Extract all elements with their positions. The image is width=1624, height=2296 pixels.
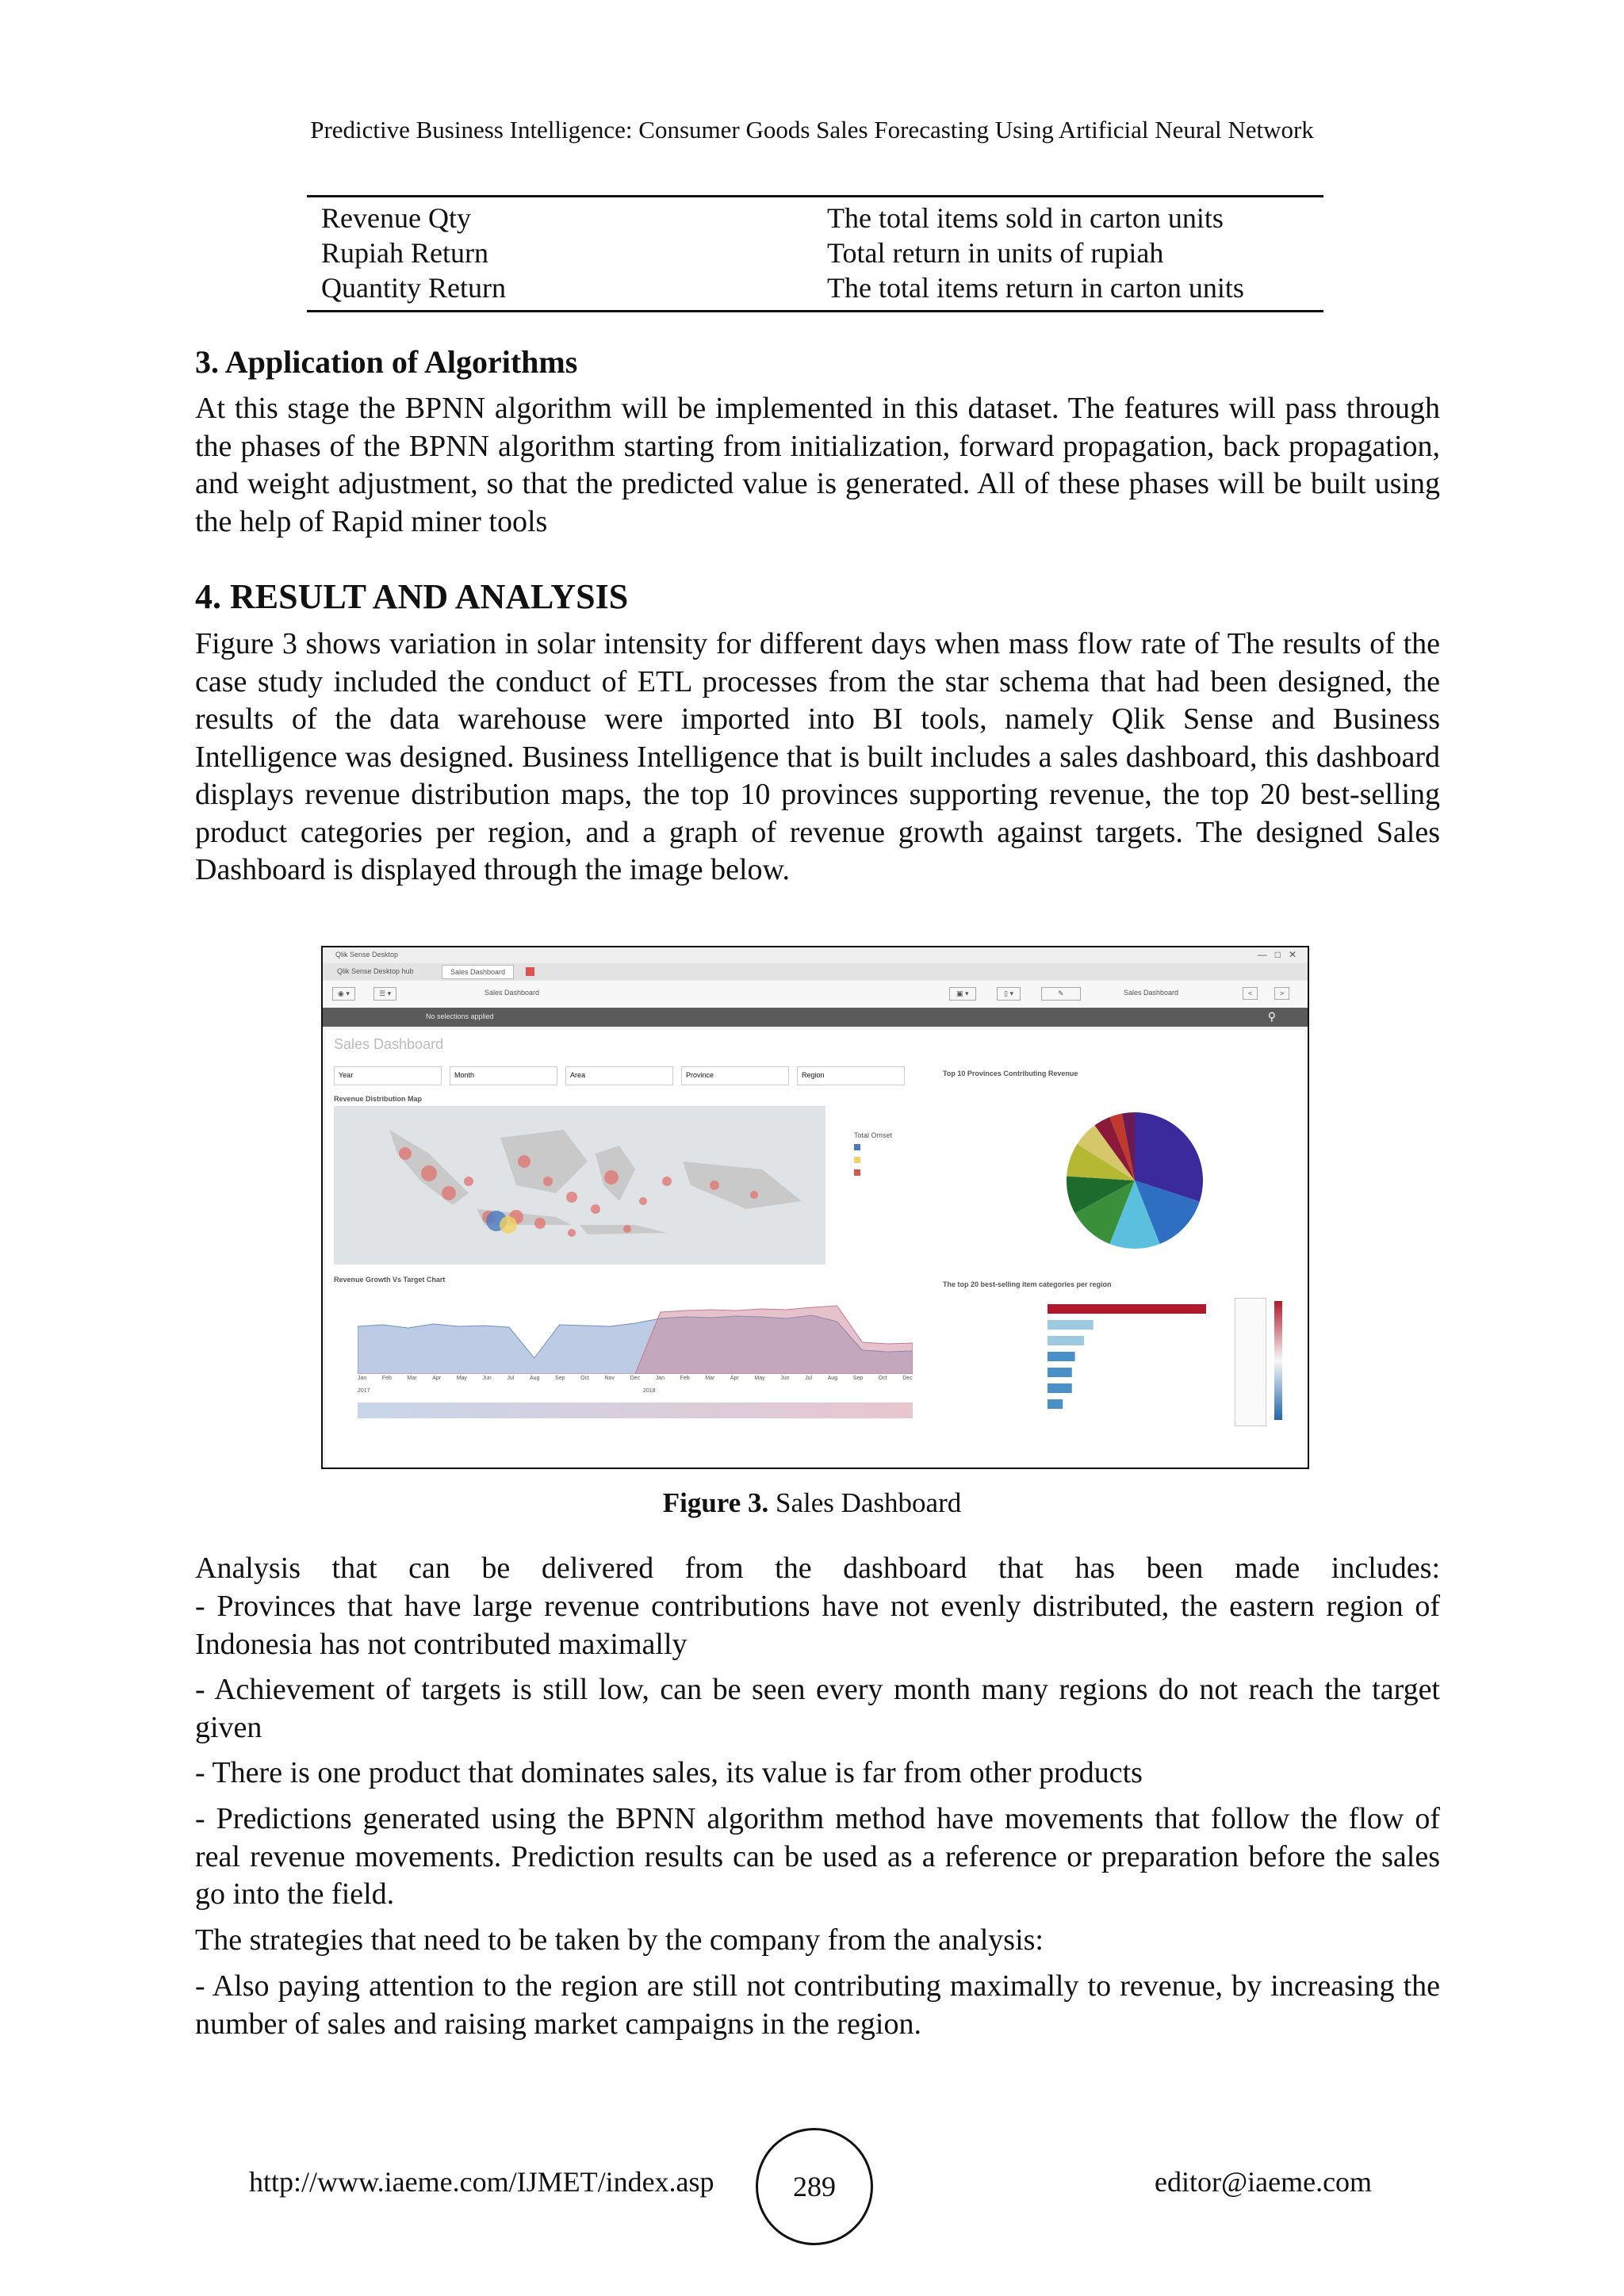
month-tick: Dec bbox=[630, 1376, 641, 1381]
legend-swatch-blue bbox=[854, 1144, 860, 1150]
legend-swatch-yellow bbox=[854, 1157, 860, 1163]
previous-sheet-icon[interactable]: < bbox=[1243, 987, 1258, 1000]
edit-button[interactable]: ✎ bbox=[1041, 987, 1081, 1001]
legend-title: Total Omset bbox=[854, 1131, 893, 1139]
month-tick: Aug bbox=[529, 1376, 540, 1381]
month-tick: Apr bbox=[730, 1376, 739, 1381]
bar-chart-title: The top 20 best-selling item categories per region bbox=[943, 1280, 1112, 1288]
caption-text: Sales Dashboard bbox=[768, 1487, 962, 1518]
legend-swatch-red bbox=[854, 1169, 860, 1176]
table-row bbox=[307, 270, 1323, 312]
revenue-growth-chart[interactable] bbox=[358, 1287, 913, 1374]
revenue-distribution-map[interactable] bbox=[334, 1106, 825, 1265]
table-row bbox=[307, 197, 1323, 236]
analysis-bullet: - There is one product that dominates sales, its value is far from other products bbox=[195, 1756, 1143, 1789]
month-tick: May bbox=[754, 1376, 765, 1381]
month-tick: Sep bbox=[852, 1376, 864, 1381]
table-cell: The total items return in carton units bbox=[827, 272, 1244, 304]
month-tick: Oct bbox=[878, 1376, 887, 1381]
strategy-item: - Also paying attention to the region are still not contributing maximally to revenue, by increasing the number of sales and raising market campaigns in the region. bbox=[195, 1969, 1440, 2041]
pie-title: Top 10 Provinces Contributing Revenue bbox=[943, 1070, 1078, 1077]
month-tick: May bbox=[456, 1376, 467, 1381]
section-3-heading: 3. Application of Algorithms bbox=[195, 344, 578, 380]
bar-scrollbar[interactable] bbox=[1235, 1298, 1266, 1426]
sheet-icon[interactable]: ▣ ▾ bbox=[949, 987, 976, 1001]
analysis-intro: Analysis that can be delivered from the dashboard that has been made includes: bbox=[195, 1552, 1440, 1585]
analysis-bullet: - Provinces that have large revenue contributions have not evenly distributed, the eastern region of Indonesia has not contributed maximally bbox=[195, 1590, 1440, 1661]
month-tick: Jan bbox=[358, 1376, 367, 1381]
footer-url[interactable]: http://www.iaeme.com/IJMET/index.asp bbox=[249, 2166, 714, 2198]
lower-chart-strip bbox=[358, 1402, 913, 1418]
month-tick: Aug bbox=[827, 1376, 838, 1381]
tab-sales-dashboard[interactable]: Sales Dashboard bbox=[442, 965, 514, 979]
map-legend bbox=[854, 1131, 910, 1176]
filter-area[interactable]: Area bbox=[565, 1066, 673, 1085]
tab-hub[interactable]: Qlik Sense Desktop hub bbox=[337, 967, 414, 975]
table-row bbox=[307, 235, 1323, 270]
category-bar[interactable] bbox=[1048, 1320, 1094, 1330]
strategies-intro: The strategies that need to be taken by the company from the analysis: bbox=[195, 1923, 1044, 1957]
feature-table bbox=[307, 195, 1323, 312]
table-cell: Revenue Qty bbox=[321, 202, 471, 234]
sheet-name[interactable]: Sales Dashboard bbox=[1124, 989, 1179, 997]
month-tick: Feb bbox=[381, 1376, 392, 1381]
category-bar[interactable] bbox=[1048, 1383, 1072, 1393]
category-bar[interactable] bbox=[1048, 1368, 1072, 1377]
section-4-body: Figure 3 shows variation in solar intensity for different days when mass flow rate of The results of the case study included the conduct of ETL processes from the star schema that had been designed, the results of the data warehouse were imported into BI tools, namely Qlik Sense and Business Intelligence was designed. Business Intelligence that is built includes a sales dashboard, this dashboard displays revenue distribution maps, the top 10 provinces supporting revenue, the top 20 best-selling product categories per region, and a graph of revenue growth against targets. The designed Sales Dashboard is displayed through the image below. bbox=[195, 627, 1440, 886]
table-cell: The total items sold in carton units bbox=[827, 202, 1224, 234]
table-cell: Total return in units of rupiah bbox=[827, 237, 1164, 269]
page-number: 289 bbox=[756, 2128, 873, 2245]
top-provinces-pie-chart[interactable] bbox=[1063, 1109, 1206, 1252]
top-categories-bar-chart[interactable] bbox=[984, 1298, 1222, 1425]
month-tick: Jul bbox=[805, 1376, 813, 1381]
color-scale-legend bbox=[1274, 1301, 1282, 1420]
sales-dashboard-figure bbox=[321, 946, 1309, 1469]
window-title: Qlik Sense Desktop bbox=[335, 951, 399, 959]
year-label-2018: 2018 bbox=[643, 1388, 656, 1394]
section-3-body: At this stage the BPNN algorithm will be implemented in this dataset. The features will pass through the phases of the BPNN algorithm starting from initialization, forward propagation, back propagation, and weight adjustment, so that the predicted value is generated. All of these phases will be built using the help of Rapid miner tools bbox=[195, 392, 1440, 538]
filter-month[interactable]: Month bbox=[450, 1066, 557, 1085]
category-bar[interactable] bbox=[1048, 1336, 1084, 1345]
analysis-bullet: - Achievement of targets is still low, can be seen every month many regions do not reach the target given bbox=[195, 1673, 1440, 1744]
month-tick: Mar bbox=[407, 1376, 417, 1381]
category-bar[interactable] bbox=[1048, 1399, 1063, 1409]
selection-status: No selections applied bbox=[426, 1012, 494, 1020]
search-icon[interactable]: ⚲ bbox=[1267, 1010, 1276, 1023]
month-tick: Dec bbox=[902, 1376, 913, 1381]
running-head: Predictive Business Intelligence: Consumer Goods Sales Forecasting Using Artificial Neural Network bbox=[310, 116, 1314, 144]
month-tick: Oct bbox=[580, 1376, 589, 1381]
category-bar[interactable] bbox=[1048, 1352, 1075, 1361]
line-chart-title: Revenue Growth Vs Target Chart bbox=[334, 1276, 446, 1284]
close-tab-icon[interactable] bbox=[526, 967, 534, 976]
month-tick: Feb bbox=[680, 1376, 690, 1381]
caption-label: Figure 3. bbox=[662, 1487, 769, 1518]
figure-caption bbox=[0, 1487, 1624, 1519]
category-bar[interactable] bbox=[1048, 1304, 1206, 1314]
table-cell: Rupiah Return bbox=[321, 237, 488, 269]
bookmark-icon[interactable]: ▯ ▾ bbox=[997, 987, 1021, 1001]
dashboard-title: Sales Dashboard bbox=[334, 1036, 444, 1052]
next-sheet-icon[interactable]: > bbox=[1274, 987, 1289, 1000]
month-tick: Jan bbox=[655, 1376, 665, 1381]
month-axis bbox=[358, 1376, 913, 1385]
map-title: Revenue Distribution Map bbox=[334, 1095, 423, 1103]
window-controls[interactable]: — □ ✕ bbox=[1257, 949, 1297, 960]
section-4-heading: 4. RESULT AND ANALYSIS bbox=[195, 577, 629, 616]
footer-email[interactable]: editor@iaeme.com bbox=[1155, 2166, 1373, 2198]
list-menu-icon[interactable]: ☰ ▾ bbox=[373, 987, 396, 1001]
month-tick: Sep bbox=[555, 1376, 565, 1381]
year-label-2017: 2017 bbox=[358, 1388, 370, 1394]
month-tick: Mar bbox=[705, 1376, 715, 1381]
month-tick: Jul bbox=[507, 1376, 515, 1381]
app-name[interactable]: Sales Dashboard bbox=[485, 989, 540, 997]
month-tick: Apr bbox=[432, 1376, 442, 1381]
filter-year[interactable]: Year bbox=[334, 1066, 442, 1085]
analysis-bullet: - Predictions generated using the BPNN algorithm method have movements that follow the flow of real revenue movements. Prediction results can be used as a reference or preparation before the sales go into the field. bbox=[195, 1802, 1440, 1911]
navigation-menu-icon[interactable]: ◉ ▾ bbox=[332, 987, 355, 1001]
filter-province[interactable]: Province bbox=[681, 1066, 789, 1085]
table-cell: Quantity Return bbox=[321, 272, 506, 304]
filter-region[interactable]: Region bbox=[797, 1066, 905, 1085]
month-tick: Jun bbox=[780, 1376, 790, 1381]
month-tick: Nov bbox=[604, 1376, 615, 1381]
month-tick: Jun bbox=[482, 1376, 492, 1381]
